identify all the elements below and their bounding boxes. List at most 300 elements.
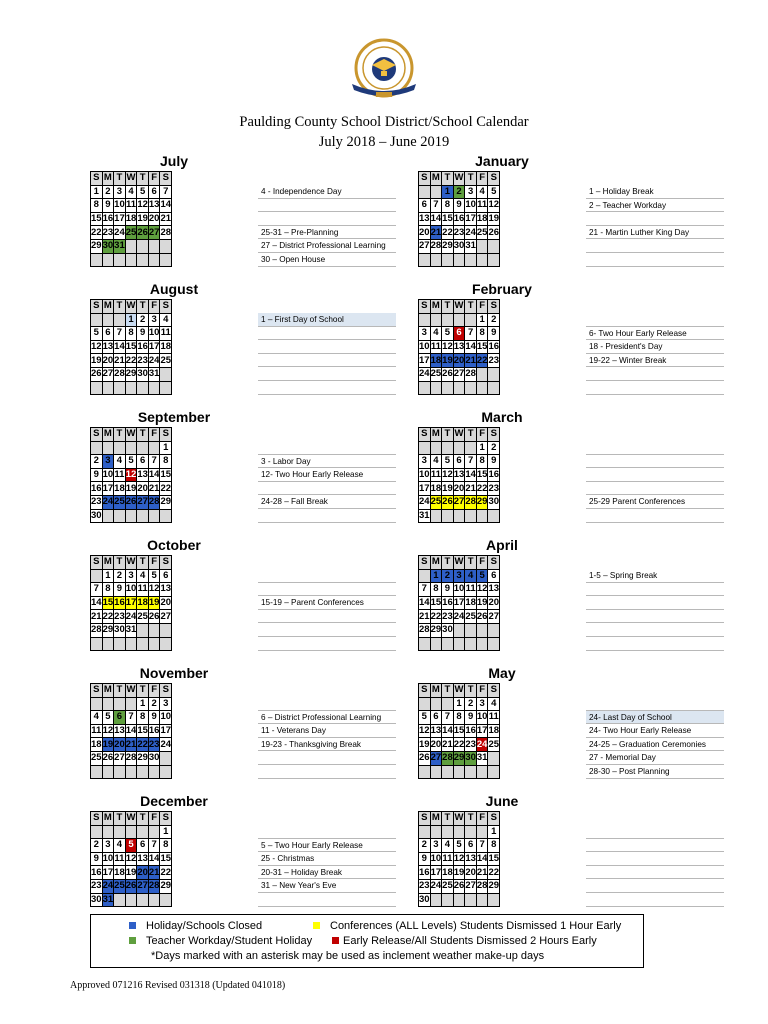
day-cell: 15	[488, 853, 500, 865]
day-cell: 9	[102, 199, 114, 213]
day-cell: 25	[91, 752, 102, 764]
day-cell: 29	[476, 496, 488, 508]
day-cell: 19	[148, 597, 160, 609]
weekday-header: T	[114, 428, 126, 442]
day-cell: 7	[148, 455, 160, 469]
weekday-header: S	[488, 556, 500, 570]
day-cell: 25	[430, 368, 442, 380]
day-cell: 26	[148, 610, 160, 622]
week-row	[419, 879, 500, 893]
day-cell: 23	[442, 610, 453, 622]
day-cell: 7	[419, 583, 431, 597]
day-cell: 11	[477, 199, 488, 211]
day-cell: 27	[160, 610, 172, 622]
day-cell: 5	[488, 185, 500, 199]
empty-cell	[91, 381, 103, 395]
day-cell: 16	[137, 341, 148, 353]
day-cell: 9	[465, 711, 477, 725]
day-cell: 21	[148, 482, 160, 494]
note-line: 18 - President's Day	[586, 340, 724, 354]
day-cell: 19	[125, 482, 137, 494]
note-line	[258, 212, 396, 226]
day-cell: 6	[453, 455, 465, 469]
empty-cell	[488, 253, 500, 267]
note-line: 19-22 – Winter Break	[586, 354, 724, 368]
day-cell: 14	[114, 341, 125, 353]
week-row	[91, 893, 172, 907]
day-cell: 9	[442, 583, 454, 597]
day-cell: 4	[430, 455, 442, 469]
day-cell: 23	[488, 482, 500, 494]
day-cell: 26	[476, 610, 488, 622]
day-cell: 13	[453, 341, 465, 353]
day-cell: 23	[114, 610, 125, 622]
note-line	[586, 367, 724, 381]
empty-cell	[465, 765, 477, 779]
weekday-header: T	[465, 684, 477, 698]
empty-cell	[453, 253, 465, 267]
day-cell: 16	[442, 597, 453, 609]
empty-cell	[476, 381, 488, 395]
weekday-header: S	[488, 300, 500, 314]
day-cell: 2	[465, 697, 477, 711]
weekday-header: F	[148, 556, 160, 570]
week-row	[91, 697, 172, 711]
weekday-header: S	[488, 428, 500, 442]
day-cell: 16	[148, 725, 160, 737]
week-row	[419, 893, 500, 907]
note-line: 5 – Two Hour Early Release	[258, 839, 396, 853]
empty-cell	[430, 509, 442, 523]
empty-cell	[148, 509, 160, 523]
week-row	[91, 482, 172, 496]
note-line: 1-5 – Spring Break	[586, 569, 724, 583]
day-cell: 4	[476, 185, 488, 199]
note-line: 15-19 – Parent Conferences	[258, 596, 396, 610]
weekday-header: T	[137, 428, 149, 442]
empty-cell	[137, 381, 149, 395]
day-cell: 20	[102, 354, 114, 366]
day-cell: 28	[148, 880, 160, 892]
day-cell: 26	[453, 880, 465, 892]
week-row	[419, 623, 500, 637]
weekday-header: S	[419, 812, 431, 826]
note-line	[258, 825, 396, 839]
week-row	[419, 839, 500, 853]
weekday-header: M	[431, 300, 440, 312]
week-row	[419, 825, 500, 839]
note-line	[258, 340, 396, 354]
day-cell: 11	[114, 469, 125, 481]
week-row	[91, 354, 172, 368]
day-cell: 26	[442, 496, 453, 508]
day-cell: 18	[137, 597, 148, 609]
weekday-header: W	[126, 812, 136, 824]
note-line: 3 - Labor Day	[258, 455, 396, 469]
day-cell: 16	[102, 213, 114, 225]
weekday-header: T	[442, 428, 454, 442]
weekday-header: M	[103, 684, 112, 696]
day-cell: 4	[160, 313, 172, 327]
day-cell: 21	[114, 354, 125, 366]
week-row	[91, 839, 172, 853]
note-line	[586, 637, 724, 651]
empty-cell	[453, 623, 465, 637]
empty-cell	[476, 367, 488, 381]
day-cell: 10	[419, 341, 430, 353]
week-row	[91, 637, 172, 651]
day-cell: 29	[125, 368, 137, 380]
day-cell: 12	[137, 199, 148, 211]
empty-cell	[430, 637, 442, 651]
note-line: 11 - Veterans Day	[258, 724, 396, 738]
legend-swatch-green	[129, 937, 136, 944]
empty-cell	[160, 381, 172, 395]
month-grid	[90, 299, 172, 395]
day-cell: 19	[488, 213, 500, 225]
note-line	[258, 623, 396, 637]
week-row	[419, 199, 500, 213]
empty-cell	[137, 623, 149, 637]
day-cell: 31	[476, 752, 488, 764]
day-cell: 22	[125, 354, 137, 366]
week-row	[91, 610, 172, 624]
empty-cell	[430, 253, 442, 267]
note-line	[258, 765, 396, 779]
day-cell: 6	[102, 327, 114, 341]
day-cell: 11	[114, 853, 125, 865]
weekday-header: S	[488, 172, 500, 186]
day-cell: 7	[148, 839, 160, 853]
empty-cell	[91, 313, 103, 327]
empty-cell	[91, 697, 103, 711]
day-cell: 11	[442, 853, 453, 865]
note-line	[586, 879, 724, 893]
month-notes	[258, 185, 396, 267]
legend-early-release: Early Release/All Students Dismissed 2 Hours Early	[332, 934, 597, 948]
week-row	[419, 596, 500, 610]
day-cell: 30	[91, 509, 102, 521]
day-cell: 19	[442, 354, 453, 366]
month-notes	[258, 569, 396, 651]
empty-cell	[137, 253, 149, 267]
weekday-header: F	[148, 300, 160, 314]
day-cell: 13	[114, 725, 125, 737]
empty-cell	[102, 441, 114, 455]
day-cell: 24	[453, 610, 465, 622]
day-cell: 10	[419, 469, 430, 481]
day-cell: 1	[125, 313, 137, 327]
weekday-header: F	[148, 172, 160, 186]
day-cell: 30	[453, 240, 465, 252]
empty-cell	[114, 765, 126, 779]
day-cell: 25	[125, 226, 137, 238]
week-row	[91, 583, 172, 597]
day-cell: 28	[160, 226, 172, 238]
week-row	[419, 765, 500, 779]
empty-cell	[148, 637, 160, 651]
day-cell: 29	[91, 240, 102, 252]
day-cell: 27	[465, 880, 476, 892]
empty-cell	[125, 765, 137, 779]
legend-swatch-blue	[129, 922, 136, 929]
day-cell: 11	[430, 469, 441, 481]
calendar-title: Paulding County School District/School Calendar	[239, 114, 529, 130]
note-line	[258, 569, 396, 583]
weekday-header: F	[148, 812, 160, 826]
day-cell: 28	[465, 368, 476, 380]
week-row	[91, 866, 172, 880]
day-cell: 30	[148, 752, 160, 764]
week-row	[91, 751, 172, 765]
weekday-header: T	[465, 300, 477, 314]
empty-cell	[114, 509, 126, 523]
weekday-header: T	[114, 300, 126, 314]
month-notes	[586, 697, 724, 779]
day-cell: 14	[430, 213, 442, 225]
weekday-header: T	[465, 428, 477, 442]
day-cell: 3	[125, 569, 137, 583]
month-title: May	[488, 665, 516, 681]
empty-cell	[137, 765, 149, 779]
day-cell: 4	[114, 455, 126, 469]
weekday-header: T	[465, 556, 477, 570]
week-row	[91, 185, 172, 199]
day-cell: 19	[102, 738, 114, 750]
empty-cell	[148, 825, 160, 839]
note-line	[586, 239, 724, 253]
weekday-header: W	[454, 812, 464, 824]
weekday-header: T	[442, 684, 454, 698]
day-cell: 18	[430, 482, 442, 494]
empty-cell	[125, 509, 137, 523]
day-cell: 16	[91, 482, 102, 494]
day-cell: 29	[102, 624, 114, 636]
day-cell: 21	[442, 738, 453, 750]
week-row	[91, 765, 172, 779]
note-line	[258, 199, 396, 213]
day-cell: 20	[137, 866, 148, 878]
day-cell: 31	[102, 893, 114, 905]
empty-cell	[160, 637, 172, 651]
month-grid	[90, 171, 172, 267]
day-cell: 30	[91, 893, 102, 905]
day-cell: 20	[430, 738, 442, 750]
legend-holiday: Holiday/Schools Closed	[129, 919, 262, 933]
day-cell: 10	[114, 199, 125, 211]
empty-cell	[114, 697, 126, 711]
day-cell: 8	[102, 583, 114, 597]
empty-cell	[125, 697, 137, 711]
weekday-header: T	[137, 684, 149, 698]
day-cell: 22	[160, 482, 172, 494]
note-line: 27 – District Professional Learning	[258, 239, 396, 253]
day-cell: 26	[488, 226, 500, 238]
weekday-header: T	[114, 812, 126, 826]
empty-cell	[160, 367, 172, 381]
day-cell: 6	[148, 185, 160, 199]
empty-cell	[137, 825, 149, 839]
weekday-header: T	[137, 172, 149, 186]
day-cell: 7	[465, 455, 477, 469]
day-cell: 16	[453, 213, 465, 225]
note-line	[258, 327, 396, 341]
day-cell: 12	[148, 583, 160, 595]
weekday-header: T	[465, 172, 477, 186]
day-cell: 8	[160, 839, 172, 853]
day-cell: 1	[442, 185, 454, 199]
day-cell: 26	[125, 496, 137, 508]
weekday-header: F	[476, 172, 488, 186]
day-cell: 12	[125, 853, 137, 865]
day-cell: 22	[442, 226, 453, 238]
empty-cell	[160, 253, 172, 267]
empty-cell	[476, 825, 488, 839]
day-cell: 18	[430, 354, 442, 366]
day-cell: 29	[137, 752, 148, 764]
district-seal-logo	[340, 38, 428, 102]
day-cell: 4	[91, 711, 103, 725]
day-cell: 22	[91, 226, 102, 238]
empty-cell	[430, 825, 442, 839]
empty-cell	[453, 765, 465, 779]
empty-cell	[102, 637, 114, 651]
legend-workday: Teacher Workday/Student Holiday	[129, 934, 312, 948]
day-cell: 3	[102, 839, 114, 853]
day-cell: 18	[160, 341, 172, 353]
month-title: November	[139, 665, 209, 681]
week-row	[419, 724, 500, 738]
day-cell: 25	[114, 496, 125, 508]
day-cell: 1	[91, 185, 103, 199]
day-cell: 12	[442, 469, 453, 481]
day-cell: 21	[160, 213, 172, 225]
empty-cell	[442, 893, 454, 907]
day-cell: 21	[91, 610, 102, 622]
note-line	[586, 583, 724, 597]
day-cell: 5	[442, 455, 454, 469]
month-notes	[586, 825, 724, 907]
empty-cell	[488, 623, 500, 637]
empty-cell	[125, 381, 137, 395]
empty-cell	[91, 765, 103, 779]
day-cell: 8	[430, 583, 442, 597]
weekday-header: T	[442, 172, 454, 186]
day-cell: 6	[430, 711, 442, 725]
day-cell: 25	[442, 880, 453, 892]
day-cell: 25	[465, 610, 476, 622]
day-cell: 29	[160, 880, 172, 892]
day-cell: 19	[91, 354, 102, 366]
empty-cell	[125, 441, 137, 455]
empty-cell	[91, 253, 103, 267]
day-cell: 17	[430, 866, 442, 878]
day-cell: 13	[137, 469, 148, 481]
legend-swatch-red	[332, 937, 339, 944]
day-cell: 23	[453, 226, 465, 238]
week-row	[419, 637, 500, 651]
weekday-header: S	[488, 684, 500, 698]
day-cell: 7	[160, 185, 172, 199]
empty-cell	[476, 623, 488, 637]
week-row	[419, 495, 500, 509]
day-cell: 8	[91, 199, 103, 213]
month-grid	[90, 555, 172, 651]
day-cell: 17	[476, 725, 488, 737]
week-row	[419, 381, 500, 395]
day-cell: 12	[91, 341, 102, 353]
day-cell: 12	[419, 725, 430, 737]
day-cell: 3	[102, 455, 114, 469]
day-cell: 21	[430, 226, 442, 238]
empty-cell	[419, 697, 431, 711]
day-cell: 22	[160, 866, 172, 878]
day-cell: 9	[137, 327, 149, 341]
day-cell: 17	[102, 866, 114, 878]
weekday-header: S	[160, 172, 172, 186]
week-row	[91, 199, 172, 213]
weekday-header: S	[160, 556, 172, 570]
weekday-header: T	[442, 812, 454, 826]
day-cell: 9	[114, 583, 126, 597]
week-row	[91, 825, 172, 839]
note-line: 1 – First Day of School	[258, 313, 396, 327]
day-cell: 27	[453, 496, 465, 508]
day-cell: 30	[114, 624, 125, 636]
day-cell: 9	[488, 327, 500, 341]
day-cell: 21	[125, 738, 137, 750]
day-cell: 22	[102, 610, 114, 622]
day-cell: 2	[488, 313, 500, 327]
day-cell: 7	[476, 839, 488, 853]
week-row	[419, 354, 500, 368]
empty-cell	[160, 239, 172, 253]
day-cell: 21	[419, 610, 430, 622]
day-cell: 22	[137, 738, 148, 750]
day-cell: 12	[442, 341, 453, 353]
day-cell: 28	[465, 496, 476, 508]
week-row	[419, 239, 500, 253]
day-cell: 2	[419, 839, 431, 853]
day-cell: 3	[419, 455, 431, 469]
week-row	[91, 738, 172, 752]
empty-cell	[91, 637, 103, 651]
day-cell: 23	[419, 880, 430, 892]
note-line	[586, 839, 724, 853]
empty-cell	[442, 509, 454, 523]
day-cell: 15	[160, 469, 172, 481]
day-cell: 23	[91, 880, 102, 892]
empty-cell	[430, 185, 442, 199]
month-title: April	[486, 537, 518, 553]
day-cell: 10	[453, 583, 465, 595]
empty-cell	[442, 313, 454, 327]
empty-cell	[442, 381, 454, 395]
weekday-header: S	[419, 684, 431, 698]
day-cell: 3	[476, 697, 488, 711]
week-row	[419, 367, 500, 381]
day-cell: 20	[148, 213, 160, 225]
day-cell: 11	[488, 711, 499, 723]
month-notes	[258, 441, 396, 523]
weekday-header: F	[476, 428, 488, 442]
empty-cell	[125, 239, 137, 253]
day-cell: 24	[419, 496, 430, 508]
empty-cell	[160, 893, 172, 907]
day-cell: 17	[419, 354, 430, 366]
day-cell: 27	[419, 240, 430, 252]
weekday-header: M	[103, 812, 112, 824]
